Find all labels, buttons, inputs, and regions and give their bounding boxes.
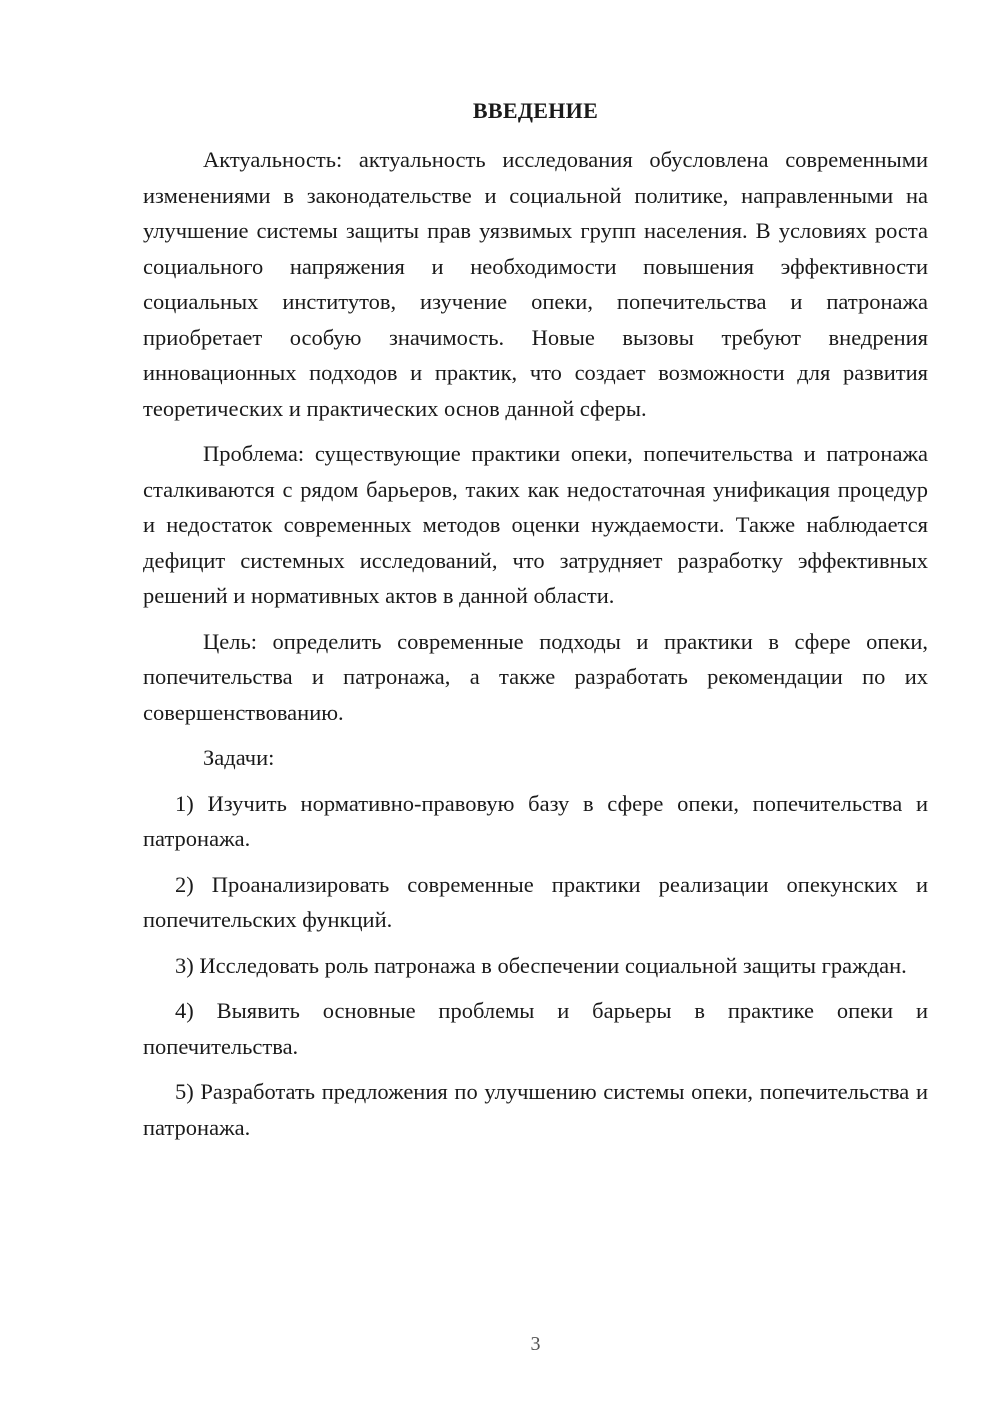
page-number: 3 bbox=[530, 1333, 541, 1355]
task-item: 2) Проанализировать современные практики реализации опекунских и попечительских функций. bbox=[143, 871, 928, 932]
task-item: 5) Разработать предложения по улучшению системы опеки, попечительства и патронажа. bbox=[143, 1079, 928, 1140]
paragraph-relevance: Актуальность: актуальность исследования обусловлена современными изменениями в законодательстве и социальной политике, направленными на улучшение системы защиты прав уязвимых групп населения. В условиях роста социального напряжения и необходимости повышения эффективности социальных институтов, изучение опеки, попечительства и патронажа приобретает особую значимость. Новые вызовы требуют внедрения инновационных подходов и практик, что создает возможности для развития теоретических и практических основ данной сферы. bbox=[143, 147, 928, 421]
task-item: 3) Исследовать роль патронажа в обеспечении социальной защиты граждан. bbox=[175, 952, 907, 978]
section-heading: ВВЕДЕНИЕ bbox=[472, 98, 599, 123]
task-item: 4) Выявить основные проблемы и барьеры в практике опеки и попечительства. bbox=[143, 998, 928, 1059]
paragraph-problem: Проблема: существующие практики опеки, попечительства и патронажа сталкиваются с рядом барьеров, таких как недостаточная унификация процедур и недостаток современных методов оценки нуждаемости. Также наблюдается дефицит системных исследований, что затрудняет разработку эффективных решений и нормативных актов в данной области. bbox=[143, 441, 928, 608]
task-item: 1) Изучить нормативно-правовую базу в сфере опеки, попечительства и патронажа. bbox=[143, 790, 928, 851]
tasks-label: Задачи: bbox=[203, 745, 275, 770]
document-page bbox=[143, 94, 928, 1155]
paragraph-goal: Цель: определить современные подходы и практики в сфере опеки, попечительства и патронажа, а также разработать рекомендации по их совершенствованию. bbox=[143, 628, 928, 725]
